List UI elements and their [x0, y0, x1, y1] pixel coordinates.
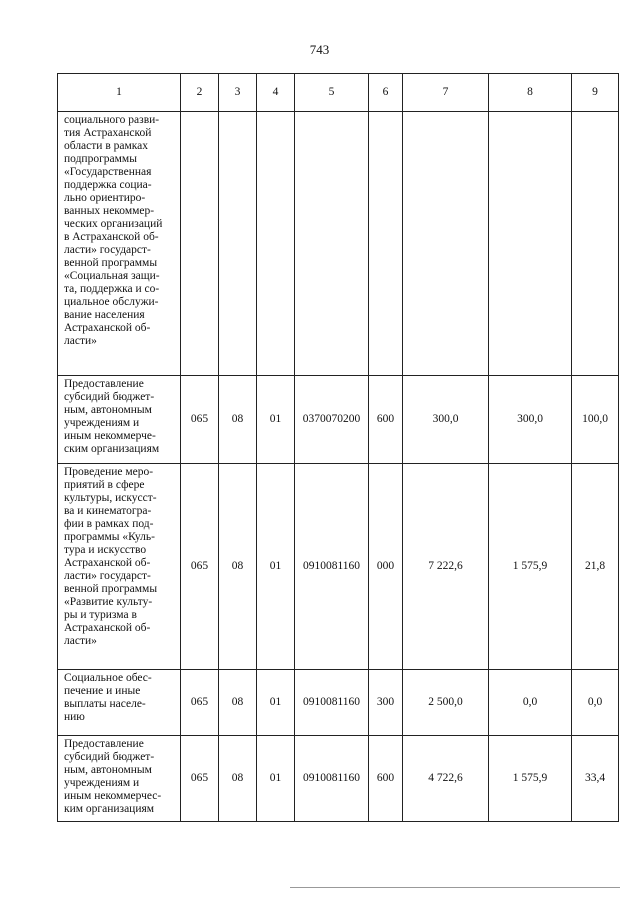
- header-cell: 9: [572, 74, 619, 112]
- cell-percent: 33,4: [572, 736, 619, 822]
- header-cell: 3: [219, 74, 257, 112]
- budget-table: [57, 73, 619, 822]
- table-row: [58, 464, 619, 670]
- cell-planned-amount: 4 722,6: [403, 736, 489, 822]
- cell-planned-amount: 7 222,6: [403, 464, 489, 670]
- row-description: социального разви- тия Астраханской области в рамках подпрограммы «Государственная поддержка социа- льно ориентиро- ванных некоммер- ческих организаций в Астраханской об- ласти» государст- венной программы «Социальная защи- та, поддержка и со- циальное обслужи- вание населения Астраханской об- ласти»: [58, 112, 181, 376]
- cell-planned-amount: 300,0: [403, 376, 489, 464]
- header-cell: 8: [489, 74, 572, 112]
- cell-percent: 100,0: [572, 376, 619, 464]
- cell-expense-type: 000: [369, 464, 403, 670]
- cell-actual-amount: 1 575,9: [489, 736, 572, 822]
- cell-actual-amount: 0,0: [489, 670, 572, 736]
- cell-actual-amount: [489, 112, 572, 376]
- row-description: Проведение меро- приятий в сфере культуры, искусст- ва и кинематогра- фии в рамках под- программы «Куль- тура и искусство Астраханской об- ласти» государст- венной программы «Развитие культу- ры и туризма в Астраханской об- ласти»: [58, 464, 181, 670]
- header-cell: 7: [403, 74, 489, 112]
- table-row: [58, 736, 619, 822]
- row-description: Социальное обес- печение и иные выплаты населе- нию: [58, 670, 181, 736]
- cell-target-article: [295, 112, 369, 376]
- cell-ministry-code: 065: [181, 376, 219, 464]
- table-header-row: [58, 74, 619, 112]
- cell-target-article: 0910081160: [295, 464, 369, 670]
- header-cell: 5: [295, 74, 369, 112]
- cell-ministry-code: 065: [181, 670, 219, 736]
- header-cell: 6: [369, 74, 403, 112]
- cell-subsection: 01: [257, 670, 295, 736]
- cell-target-article: 0370070200: [295, 376, 369, 464]
- cell-actual-amount: 1 575,9: [489, 464, 572, 670]
- cell-section: [219, 112, 257, 376]
- cell-subsection: 01: [257, 376, 295, 464]
- page-number: 743: [309, 42, 330, 57]
- cell-ministry-code: 065: [181, 736, 219, 822]
- cell-ministry-code: [181, 112, 219, 376]
- cell-expense-type: [369, 112, 403, 376]
- cell-actual-amount: 300,0: [489, 376, 572, 464]
- header-cell: 1: [58, 74, 181, 112]
- cell-subsection: 01: [257, 736, 295, 822]
- table-row: [58, 376, 619, 464]
- table-row: [58, 112, 619, 376]
- cell-section: 08: [219, 376, 257, 464]
- page-bottom-rule: [290, 887, 620, 888]
- cell-percent: 21,8: [572, 464, 619, 670]
- cell-target-article: 0910081160: [295, 736, 369, 822]
- cell-section: 08: [219, 670, 257, 736]
- row-description: Предоставление субсидий бюджет- ным, автономным учреждениям и иным некоммерче- ским организациям: [58, 376, 181, 464]
- cell-expense-type: 600: [369, 736, 403, 822]
- cell-percent: [572, 112, 619, 376]
- cell-section: 08: [219, 464, 257, 670]
- table-row: [58, 670, 619, 736]
- header-cell: 2: [181, 74, 219, 112]
- cell-section: 08: [219, 736, 257, 822]
- cell-planned-amount: 2 500,0: [403, 670, 489, 736]
- cell-target-article: 0910081160: [295, 670, 369, 736]
- cell-expense-type: 300: [369, 670, 403, 736]
- cell-ministry-code: 065: [181, 464, 219, 670]
- cell-planned-amount: [403, 112, 489, 376]
- cell-percent: 0,0: [572, 670, 619, 736]
- header-cell: 4: [257, 74, 295, 112]
- cell-subsection: 01: [257, 464, 295, 670]
- cell-subsection: [257, 112, 295, 376]
- row-description: Предоставление субсидий бюджет- ным, автономным учреждениям и иным некоммерчес- ким организациям: [58, 736, 181, 822]
- cell-expense-type: 600: [369, 376, 403, 464]
